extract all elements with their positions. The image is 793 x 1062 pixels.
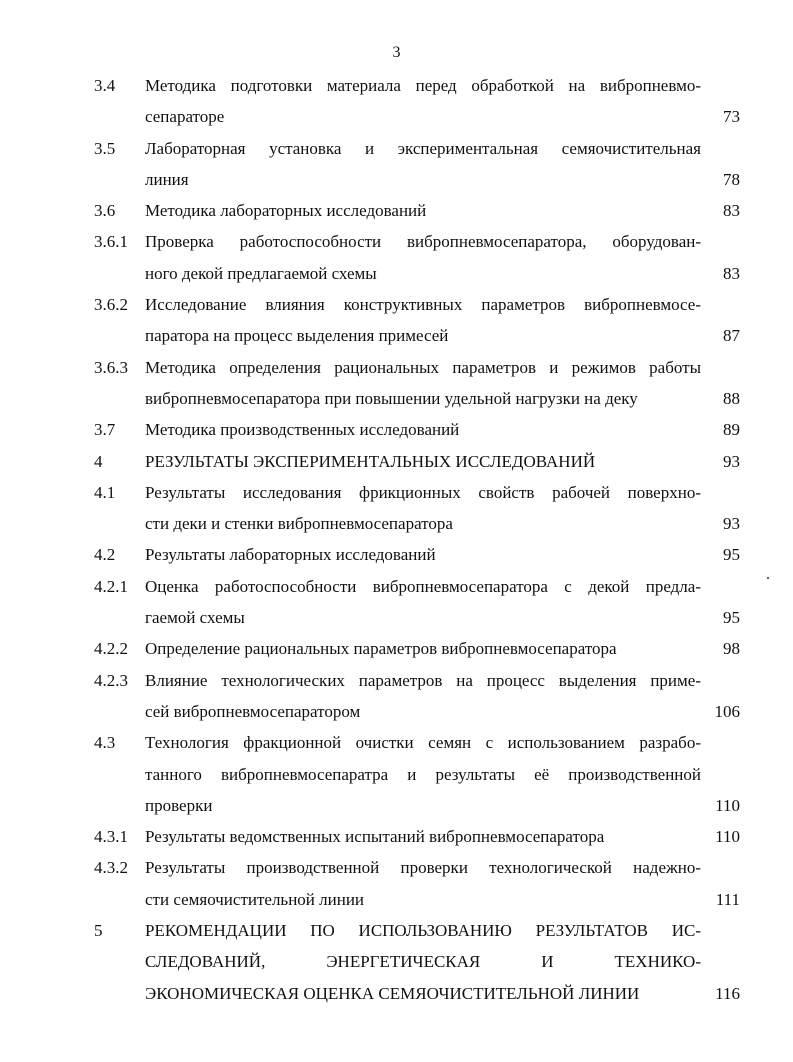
- toc-entry-title-line: Методика лабораторных исследований: [145, 201, 427, 221]
- toc-entry-number: 3.6.2: [94, 295, 128, 315]
- toc-entry: [0, 226, 793, 289]
- toc-entry-title-line: ЭКОНОМИЧЕСКАЯ ОЦЕНКА СЕМЯОЧИСТИТЕЛЬНОЙ ЛИНИИ: [145, 983, 640, 1003]
- toc-entry-number: 4.1: [94, 482, 116, 502]
- toc-entry-title-line: Результаты ведомственных испытаний вибропневмосепаратора: [145, 827, 605, 847]
- toc-entry-title: [145, 539, 701, 570]
- toc-entry-page: 95: [723, 608, 740, 628]
- toc-entry-title-line: Результаты производственной проверки технологической надежно-: [145, 858, 701, 878]
- toc-entry-number: 3.7: [94, 420, 116, 440]
- toc-entry-page: 73: [723, 107, 740, 127]
- toc-entry-number: 3.4: [94, 76, 116, 95]
- toc-entry-title-line: вибропневмосепаратора при повышении удельной нагрузки на деку: [145, 388, 638, 408]
- toc-entry-title-line: РЕКОМЕНДАЦИИ ПО ИСПОЛЬЗОВАНИЮ РЕЗУЛЬТАТОВ ИС-: [145, 921, 701, 941]
- toc-entry-page: 89: [723, 420, 740, 440]
- toc-entry-title-line: Методика определения рациональных параметров и режимов работы: [145, 357, 701, 377]
- toc-entry-page: 111: [715, 889, 740, 909]
- toc-entry-page: 83: [723, 263, 740, 283]
- toc-entry-page: 95: [723, 545, 740, 565]
- toc-entry-title: [145, 352, 701, 415]
- toc-entry: [0, 852, 793, 915]
- toc-entry-title: [145, 915, 701, 1009]
- toc-entry-title-line: сей вибропневмосепаратором: [145, 701, 361, 721]
- toc-entry-number: 4.2.2: [94, 639, 128, 659]
- toc-entry-title: [145, 571, 701, 634]
- toc-entry-number: 4.3.1: [94, 827, 128, 847]
- toc-entry-number: 5: [94, 921, 103, 941]
- toc-entry: [0, 571, 793, 634]
- toc-entry: [0, 633, 793, 664]
- toc-entry-title: [145, 70, 701, 133]
- toc-entry-title: [145, 477, 701, 540]
- toc-entry: [0, 915, 793, 1009]
- toc-entry-title-line: сти семяочистительной линии: [145, 889, 365, 909]
- toc-entry-title-line: ного декой предлагаемой схемы: [145, 263, 377, 283]
- toc-entry-page: 106: [714, 701, 740, 721]
- scan-speck: [767, 577, 769, 579]
- toc-entry-title: [145, 727, 701, 821]
- toc-entry-page: 110: [715, 827, 740, 847]
- toc-entry-title-line: сти деки и стенки вибропневмосепаратора: [145, 514, 453, 534]
- toc-entry-title-line: Методика производственных исследований: [145, 420, 460, 440]
- toc-entry-title: [145, 633, 701, 664]
- toc-entry-title: [145, 226, 701, 289]
- page-number: 3: [392, 44, 401, 61]
- toc-entry-number: 4.3.2: [94, 858, 128, 878]
- toc-entry-title: [145, 852, 701, 915]
- toc-entry-title-line: Лабораторная установка и экспериментальная семяочистительная: [145, 138, 701, 158]
- toc-entry-title-line: Оценка работоспособности вибропневмосепаратора с декой предла-: [145, 576, 701, 596]
- toc-entry-number: 4: [94, 451, 103, 471]
- toc-entry-number: 4.3: [94, 733, 116, 753]
- toc-entry-page: 110: [715, 795, 740, 815]
- toc-entry-title-line: Определение рациональных параметров вибропневмосепаратора: [145, 639, 617, 659]
- toc-entry-page: 87: [723, 326, 740, 346]
- toc-entry-number: 3.6.3: [94, 357, 128, 377]
- toc-entry: [0, 727, 793, 821]
- toc-entry: [0, 446, 793, 477]
- toc-entry: [0, 352, 793, 415]
- toc-entry-title: [145, 289, 701, 352]
- toc-entry-number: 3.6.1: [94, 232, 128, 252]
- toc-entry-number: 4.2.1: [94, 576, 128, 596]
- toc-entry-title: [145, 195, 701, 226]
- toc-entry-number: 3.5: [94, 138, 116, 158]
- toc-entry-title: [145, 821, 701, 852]
- toc-entry-title: [145, 133, 701, 196]
- toc-entry-title-line: проверки: [145, 795, 213, 815]
- toc-entry-number: 4.2: [94, 545, 116, 565]
- toc-entry-title-line: Методика подготовки материала перед обработкой на вибропневмо-: [145, 76, 701, 95]
- toc-entry-title-line: Исследование влияния конструктивных параметров вибропневмосе-: [145, 295, 701, 315]
- toc-entry-title-line: Технология фракционной очистки семян с использованием разрабо-: [145, 733, 701, 753]
- table-of-contents: [0, 70, 793, 1009]
- toc-entry-title: [145, 665, 701, 728]
- toc-entry-page: 88: [723, 388, 740, 408]
- toc-entry-title-line: паратора на процесс выделения примесей: [145, 326, 449, 346]
- toc-entry: [0, 665, 793, 728]
- toc-entry-title: [145, 414, 701, 445]
- toc-entry-title-line: РЕЗУЛЬТАТЫ ЭКСПЕРИМЕНТАЛЬНЫХ ИССЛЕДОВАНИЙ: [145, 451, 596, 471]
- toc-entry: [0, 821, 793, 852]
- toc-entry: [0, 477, 793, 540]
- toc-entry-title-line: гаемой схемы: [145, 608, 245, 628]
- toc-entry-title-line: Результаты исследования фрикционных свойств рабочей поверхно-: [145, 482, 701, 502]
- toc-entry-page: 116: [715, 983, 740, 1003]
- toc-entry: [0, 539, 793, 570]
- toc-entry-page: 93: [723, 451, 740, 471]
- toc-entry-title-line: сепараторе: [145, 107, 225, 127]
- toc-entry: [0, 195, 793, 226]
- toc-entry-number: 3.6: [94, 201, 116, 221]
- toc-entry: [0, 289, 793, 352]
- toc-entry: [0, 133, 793, 196]
- toc-entry-title-line: Проверка работоспособности вибропневмосепаратора, оборудован-: [145, 232, 701, 252]
- toc-entry-page: 98: [723, 639, 740, 659]
- toc-entry-page: 83: [723, 201, 740, 221]
- toc-entry-title: [145, 446, 701, 477]
- toc-entry-title-line: Результаты лабораторных исследований: [145, 545, 436, 565]
- toc-entry-page: 93: [723, 514, 740, 534]
- toc-entry-number: 4.2.3: [94, 670, 128, 690]
- toc-entry-title-line: СЛЕДОВАНИЙ, ЭНЕРГЕТИЧЕСКАЯ И ТЕХНИКО-: [145, 952, 701, 972]
- toc-entry-title-line: линия: [145, 169, 189, 189]
- toc-entry-page: 78: [723, 169, 740, 189]
- toc-entry-title-line: танного вибропневмосепаратра и результаты её производственной: [145, 764, 701, 784]
- toc-entry: [0, 414, 793, 445]
- toc-entry: [0, 70, 793, 133]
- toc-entry-title-line: Влияние технологических параметров на процесс выделения приме-: [145, 670, 701, 690]
